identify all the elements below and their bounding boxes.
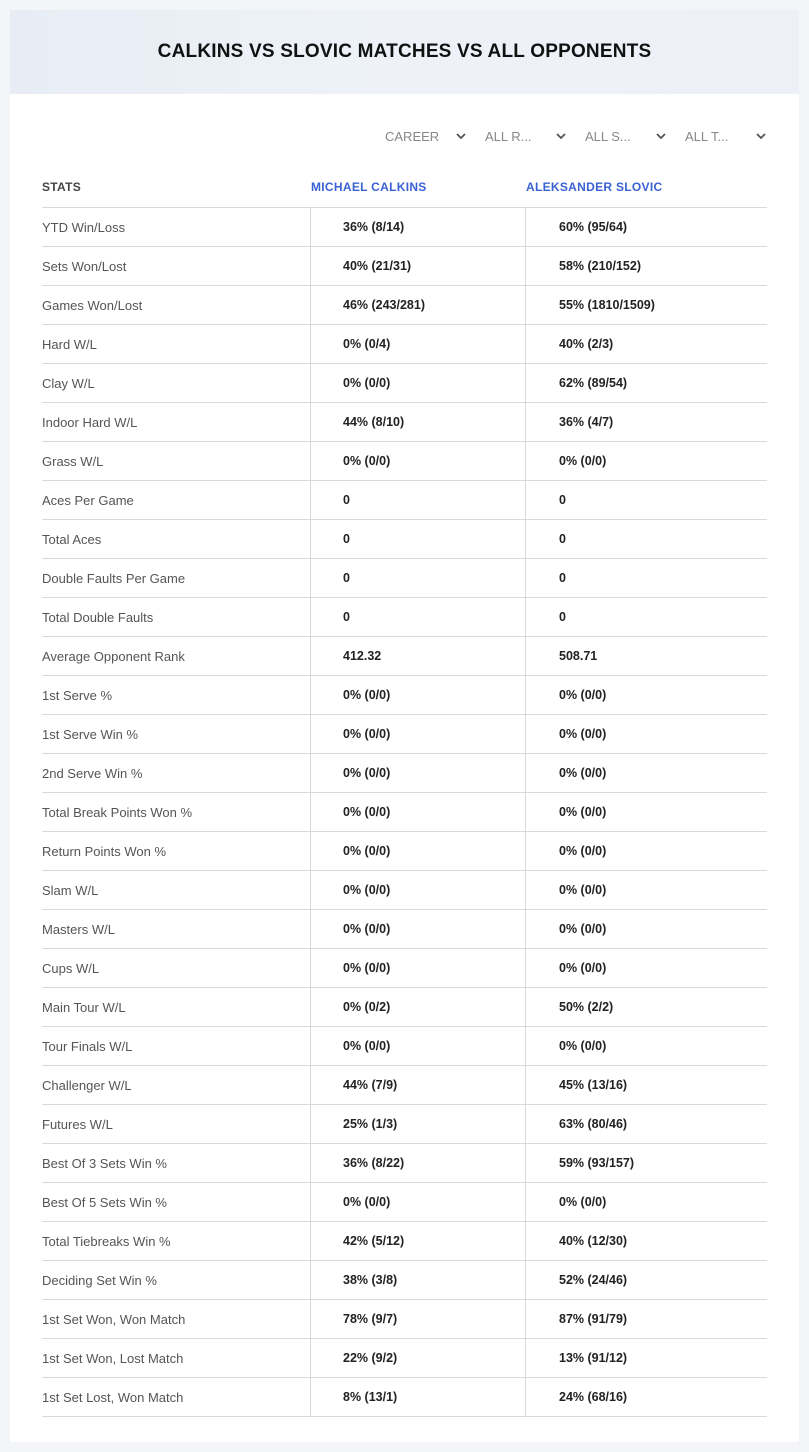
player1-value: 0: [311, 598, 526, 636]
table-row: [42, 1261, 767, 1300]
player2-link[interactable]: ALEKSANDER SLOVIC: [526, 179, 663, 194]
player1-value: 38% (3/8): [311, 1261, 526, 1299]
player2-value: 0% (0/0): [559, 883, 607, 897]
table-row: [42, 1183, 767, 1222]
player2-value: 0: [559, 532, 566, 546]
player1-value: 412.32: [311, 637, 526, 675]
player1-value: 0% (0/0): [311, 364, 526, 402]
table-row: [42, 1378, 767, 1417]
player1-value: 0% (0/0): [311, 442, 526, 480]
table-row: [42, 403, 767, 442]
player1-value: 44% (7/9): [311, 1066, 526, 1104]
table-row: [42, 988, 767, 1027]
table-body: [42, 208, 767, 1417]
player1-value: 8% (13/1): [311, 1378, 526, 1416]
stat-label: Tour Finals W/L: [42, 1027, 311, 1065]
stat-label: Futures W/L: [42, 1105, 311, 1143]
table-row: [42, 676, 767, 715]
stat-label: Total Double Faults: [42, 598, 311, 636]
player1-value: 36% (8/22): [311, 1144, 526, 1182]
player2-value: 58% (210/152): [559, 259, 642, 273]
stat-label: Games Won/Lost: [42, 286, 311, 324]
filter-label: ALL T...: [685, 128, 729, 144]
stat-label: 1st Set Lost, Won Match: [42, 1378, 311, 1416]
player1-value: 46% (243/281): [311, 286, 526, 324]
player2-value: 62% (89/54): [559, 376, 628, 390]
player2-value: 0% (0/0): [559, 1039, 607, 1053]
player2-value: 0% (0/0): [559, 688, 607, 702]
filter-label: ALL R...: [485, 128, 532, 144]
table-row: [42, 364, 767, 403]
player1-value: 0% (0/0): [311, 1027, 526, 1065]
table-row: [42, 520, 767, 559]
stat-label: Hard W/L: [42, 325, 311, 363]
filter-period-select[interactable]: [379, 126, 467, 146]
player1-value: 0: [311, 481, 526, 519]
table-row: [42, 832, 767, 871]
player2-value: 40% (12/30): [559, 1234, 628, 1248]
player2-value: 63% (80/46): [559, 1117, 628, 1131]
player1-value: 42% (5/12): [311, 1222, 526, 1260]
stat-label: 2nd Serve Win %: [42, 754, 311, 792]
player1-link[interactable]: MICHAEL CALKINS: [311, 179, 427, 194]
stats-column-header: STATS: [42, 179, 82, 194]
filter-label: CAREER: [385, 128, 440, 144]
stat-label: Total Break Points Won %: [42, 793, 311, 831]
stat-label: 1st Serve Win %: [42, 715, 311, 753]
stat-label: Clay W/L: [42, 364, 311, 402]
player2-value: 55% (1810/1509): [559, 298, 655, 312]
player2-value: 0: [559, 493, 566, 507]
player2-value: 0% (0/0): [559, 454, 607, 468]
filter-label: ALL S...: [585, 128, 631, 144]
chevron-down-icon: [455, 130, 467, 142]
table-row: [42, 286, 767, 325]
table-row: [42, 1066, 767, 1105]
player1-value: 0% (0/0): [311, 1183, 526, 1221]
stat-label: Grass W/L: [42, 442, 311, 480]
table-row: [42, 1027, 767, 1066]
player2-value: 24% (68/16): [559, 1390, 628, 1404]
player2-value: 0% (0/0): [559, 961, 607, 975]
player1-value: 0% (0/0): [311, 910, 526, 948]
filter-round-select[interactable]: [479, 126, 567, 146]
table-row: [42, 442, 767, 481]
table-row: [42, 871, 767, 910]
stat-label: Sets Won/Lost: [42, 247, 311, 285]
table-row: [42, 1222, 767, 1261]
player2-value: 0% (0/0): [559, 922, 607, 936]
table-row: [42, 949, 767, 988]
player2-value: 59% (93/157): [559, 1156, 635, 1170]
table-row: [42, 325, 767, 364]
chevron-down-icon: [655, 130, 667, 142]
stat-label: Total Aces: [42, 520, 311, 558]
card-header: [10, 10, 799, 94]
player1-value: 40% (21/31): [311, 247, 526, 285]
player2-value: 0% (0/0): [559, 1195, 607, 1209]
table-row: [42, 715, 767, 754]
player1-value: 0% (0/0): [311, 871, 526, 909]
stat-label: Main Tour W/L: [42, 988, 311, 1026]
stats-card: [10, 10, 799, 1442]
table-row: [42, 1144, 767, 1183]
stats-table: [42, 166, 767, 1417]
player1-value: 25% (1/3): [311, 1105, 526, 1143]
player2-value: 13% (91/12): [559, 1351, 628, 1365]
filter-bar: [379, 126, 767, 146]
chevron-down-icon: [555, 130, 567, 142]
player1-value: 0% (0/0): [311, 832, 526, 870]
player2-value: 0: [559, 571, 566, 585]
table-row: [42, 1339, 767, 1378]
player1-value: 0% (0/0): [311, 793, 526, 831]
player1-value: 0% (0/4): [311, 325, 526, 363]
stat-label: Best Of 3 Sets Win %: [42, 1144, 311, 1182]
table-row: [42, 559, 767, 598]
filter-surface-select[interactable]: [579, 126, 667, 146]
player2-value: 0% (0/0): [559, 727, 607, 741]
stat-label: Total Tiebreaks Win %: [42, 1222, 311, 1260]
player2-value: 87% (91/79): [559, 1312, 628, 1326]
player2-value: 52% (24/46): [559, 1273, 628, 1287]
player2-value: 36% (4/7): [559, 415, 614, 429]
player1-value: 22% (9/2): [311, 1339, 526, 1377]
table-row: [42, 1300, 767, 1339]
stat-label: Masters W/L: [42, 910, 311, 948]
stat-label: Slam W/L: [42, 871, 311, 909]
player1-value: 78% (9/7): [311, 1300, 526, 1338]
table-row: [42, 754, 767, 793]
stat-label: YTD Win/Loss: [42, 208, 311, 246]
player1-value: 36% (8/14): [311, 208, 526, 246]
stat-label: Indoor Hard W/L: [42, 403, 311, 441]
player2-value: 45% (13/16): [559, 1078, 628, 1092]
player1-value: 0% (0/0): [311, 676, 526, 714]
player2-value: 60% (95/64): [559, 220, 628, 234]
player2-value: 508.71: [559, 649, 598, 663]
stat-label: 1st Set Won, Won Match: [42, 1300, 311, 1338]
stat-label: Best Of 5 Sets Win %: [42, 1183, 311, 1221]
chevron-down-icon: [755, 130, 767, 142]
table-row: [42, 910, 767, 949]
player1-value: 0: [311, 559, 526, 597]
table-row: [42, 598, 767, 637]
table-row: [42, 793, 767, 832]
stat-label: Return Points Won %: [42, 832, 311, 870]
stat-label: Average Opponent Rank: [42, 637, 311, 675]
player1-value: 0: [311, 520, 526, 558]
player2-value: 0: [559, 610, 566, 624]
table-row: [42, 481, 767, 520]
player1-value: 0% (0/2): [311, 988, 526, 1026]
player2-value: 50% (2/2): [559, 1000, 614, 1014]
table-row: [42, 208, 767, 247]
filter-tournament-select[interactable]: [679, 126, 767, 146]
table-header: [42, 166, 767, 208]
stat-label: Challenger W/L: [42, 1066, 311, 1104]
stat-label: Double Faults Per Game: [42, 559, 311, 597]
table-row: [42, 1105, 767, 1144]
table-row: [42, 247, 767, 286]
player2-value: 40% (2/3): [559, 337, 614, 351]
player2-value: 0% (0/0): [559, 844, 607, 858]
stat-label: Aces Per Game: [42, 481, 311, 519]
player2-value: 0% (0/0): [559, 805, 607, 819]
stat-label: 1st Serve %: [42, 676, 311, 714]
stat-label: 1st Set Won, Lost Match: [42, 1339, 311, 1377]
player1-value: 0% (0/0): [311, 754, 526, 792]
player1-value: 44% (8/10): [311, 403, 526, 441]
table-row: [42, 637, 767, 676]
player1-value: 0% (0/0): [311, 715, 526, 753]
player1-value: 0% (0/0): [311, 949, 526, 987]
player2-value: 0% (0/0): [559, 766, 607, 780]
stat-label: Deciding Set Win %: [42, 1261, 311, 1299]
page-title: CALKINS VS SLOVIC MATCHES VS ALL OPPONENTS: [157, 41, 652, 62]
stat-label: Cups W/L: [42, 949, 311, 987]
